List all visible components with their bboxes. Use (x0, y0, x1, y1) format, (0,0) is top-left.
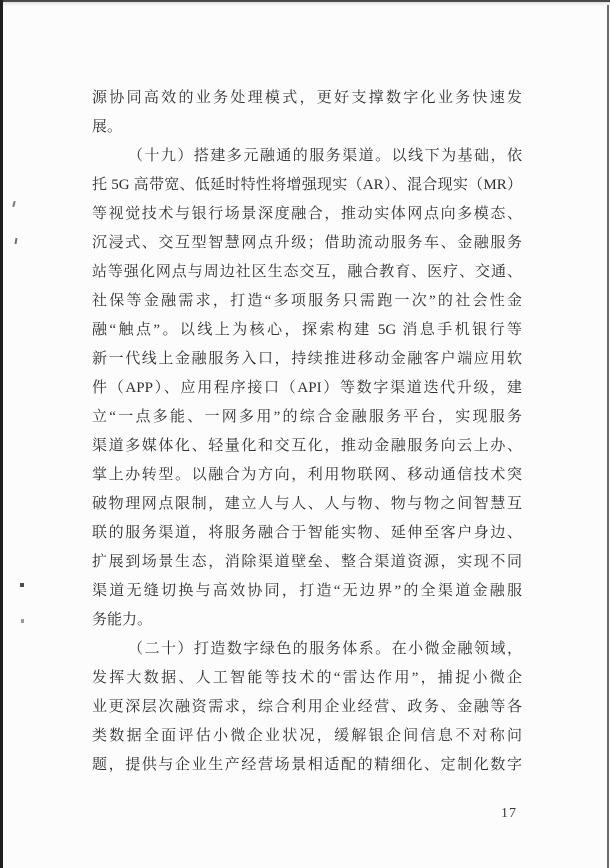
text-line: 业更深层次融资需求，综合利用企业经营、政务、金融等各 (92, 699, 522, 715)
text-line: 扩展到场景生态，消除渠道壁垒、整合渠道资源，实现不同 (92, 554, 522, 570)
text-line: 立“一点多能、一网多用”的综合金融服务平台，实现服务 (92, 409, 522, 425)
scan-artifact (20, 583, 24, 587)
text-line: 渠道多媒体化、轻量化和交互化，推动金融服务向云上办、 (92, 438, 522, 454)
text-line-section-19-heading: （十九）搭建多元融通的服务渠道。以线下为基础，依 (128, 148, 522, 164)
scan-edge-top-shadow (0, 2, 610, 6)
text-line: 沉浸式、交互型智慧网点升级；借助流动服务车、金融服务 (92, 235, 522, 251)
text-line-section-20-heading: （二十）打造数字绿色的服务体系。在小微金融领域， (128, 641, 522, 657)
text-line: 新一代线上金融服务入口，持续推进移动金融客户端应用软 (92, 351, 522, 367)
text-line: 务能力。 (92, 612, 153, 628)
page-number: 17 (501, 806, 517, 821)
text-line: 发挥大数据、人工智能等技术的“雷达作用”，捕捉小微企 (92, 670, 522, 686)
text-line: 渠道无缝切换与高效协同，打造“无边界”的全渠道金融服 (92, 583, 522, 599)
document-body-text (92, 84, 522, 780)
text-line: 融“触点”。以线上为核心，探索构建 5G 消息手机银行等 (92, 322, 522, 338)
text-line: 掌上办转型。以融合为方向，利用物联网、移动通信技术突 (92, 467, 522, 483)
text-line: 社保等金融需求，打造“多项服务只需跑一次”的社会性金 (92, 293, 522, 309)
text-line: 等视觉技术与银行场景深度融合，推动实体网点向多模态、 (92, 206, 522, 222)
scan-edge-left (0, 0, 3, 868)
text-line: 类数据全面评估小微企业状况，缓解银企间信息不对称问 (92, 728, 522, 744)
text-line: 题，提供与企业生产经营场景相适配的精细化、定制化数字 (92, 757, 522, 773)
text-line: 源协同高效的业务处理模式，更好支撑数字化业务快速发 (92, 90, 522, 106)
text-line: 托 5G 高带宽、低延时特性将增强现实（AR）、混合现实（MR） (92, 177, 522, 193)
text-line: 联的服务渠道，将服务融合于智能实物、延伸至客户身边、 (92, 525, 522, 541)
text-line: 破物理网点限制，建立人与人、人与物、物与物之间智慧互 (92, 496, 522, 512)
scan-edge-right (607, 5, 609, 868)
scan-artifact (21, 619, 24, 623)
text-line: 站等强化网点与周边社区生态交互，融合教育、医疗、交通、 (92, 264, 522, 280)
text-line: 展。 (92, 119, 123, 135)
scan-artifact (14, 238, 17, 244)
text-line: 件（APP）、应用程序接口（API）等数字渠道迭代升级，建 (92, 380, 522, 396)
scan-artifact (12, 201, 15, 207)
